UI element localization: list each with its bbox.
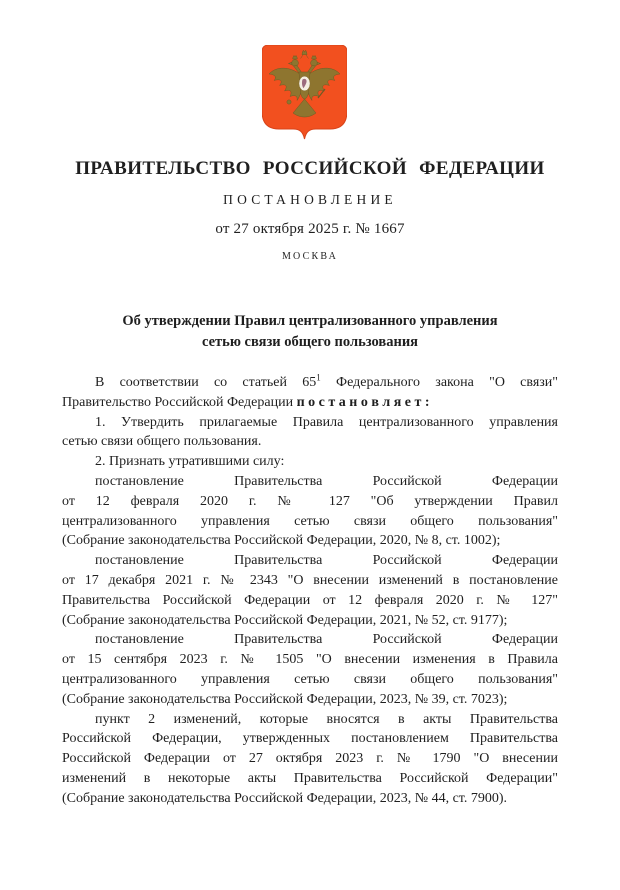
body-line: от 12 февраля 2020 г. № 127 "Об утверждении Правил [62, 493, 558, 509]
document-type-heading: ПОСТАНОВЛЕНИЕ [223, 192, 397, 207]
government-title: ПРАВИТЕЛЬСТВО РОССИЙСКОЙ ФЕДЕРАЦИИ [75, 158, 545, 179]
body-line: изменений в некоторые акты Правительства Российской Федерации" [62, 770, 558, 786]
body-line: постановление Правительства Российской Федерации [95, 632, 558, 648]
body-line: В соответствии со статьей $65^1$ Федерального закона "О связи" [95, 372, 558, 390]
body-line: Правительства Российской Федерации от 12 февраля 2020 г. № 127" [62, 592, 558, 608]
body-line: пункт 2 изменений, которые вносятся в акты Правительства [95, 711, 558, 727]
document-title-line: сетью связи общего пользования [201, 334, 419, 350]
body-line: Российской Федерации, утвержденных постановлением Правительства [62, 731, 558, 747]
body-line: от 17 декабря 2021 г. № 2343 "О внесении изменений в постановление [62, 572, 558, 588]
body-line: централизованного управления сетью связи общего пользования" [62, 671, 558, 687]
document-title [62, 311, 558, 353]
body-line: Правительство Российской Федерации п о с т а н о в л я е т : [62, 394, 430, 410]
body-line: централизованного управления сетью связи общего пользования" [62, 513, 558, 529]
body-line: (Собрание законодательства Российской Федерации, 2023, № 39, ст. 7023); [62, 691, 508, 707]
document-body [62, 373, 558, 809]
city-label: МОСКВА [281, 251, 339, 262]
body-line: постановление Правительства Российской Федерации [95, 473, 558, 489]
body-line: 1. Утвердить прилагаемые Правила централизованного управления [95, 414, 558, 430]
body-line: Российской Федерации от 27 октября 2023 г. № 1790 "О внесении [62, 751, 558, 767]
decree-date-number: от 27 октября 2025 г. № 1667 [215, 221, 405, 237]
document-title-line: Об утверждении Правил централизованного управления [122, 313, 498, 329]
body-line: (Собрание законодательства Российской Федерации, 2021, № 52, ст. 9177); [62, 612, 508, 628]
body-line: сетью связи общего пользования. [62, 434, 262, 450]
body-line: (Собрание законодательства Российской Федерации, 2023, № 44, ст. 7900). [62, 790, 508, 806]
body-line: (Собрание законодательства Российской Федерации, 2020, № 8, ст. 1002); [62, 533, 501, 549]
body-line: 2. Признать утратившими силу: [95, 454, 285, 470]
body-line: постановление Правительства Российской Федерации [95, 553, 558, 569]
body-line: от 15 сентября 2023 г. № 1505 "О внесении изменения в Правила [62, 652, 558, 668]
coat-of-arms-icon [262, 45, 347, 141]
